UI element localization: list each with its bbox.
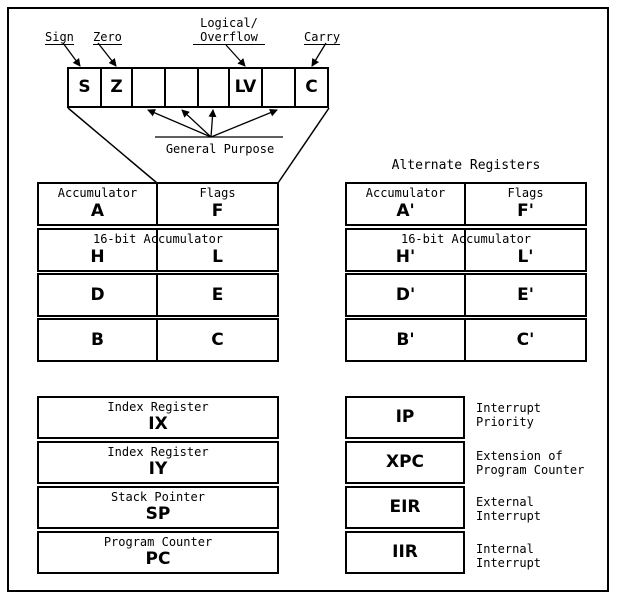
flag-bit-gp-2 [164,67,199,108]
logical-label-line2: Overflow [193,30,265,45]
register-xpc-description [476,449,611,477]
register-iir-desc-line1: Internal [476,542,534,556]
register-eir-name: EIR [389,497,421,517]
gp-arrow-4 [211,110,277,137]
alt-register-e-name: E' [517,285,534,305]
alt-register-f-label: Flags [507,186,544,200]
register-iy-name: IY [148,459,168,479]
register-pc [37,531,279,574]
register-d-name: D [90,285,105,305]
alt-register-l-name: L' [517,247,534,267]
alt-register-f [466,184,585,224]
register-h-name: H [90,247,105,267]
register-d [39,275,158,315]
logical-arrow [226,45,245,66]
register-f [158,184,277,224]
alt-register-b [347,320,466,360]
alt-register-a [347,184,466,224]
register-eir-desc-line1: External [476,495,534,509]
register-l-name: L [212,247,223,267]
logical-overflow-label [193,16,265,45]
alt-register-a-label: Accumulator [365,186,446,200]
flag-bit-logical-overflow: LV [228,67,263,108]
alt-register-e [466,275,585,315]
register-row-de [37,273,279,317]
register-f-label: Flags [199,186,236,200]
alt-register-row-bc [345,318,587,362]
register-e [158,275,277,315]
flag-bit-carry: C [294,67,329,108]
register-pc-name: PC [145,549,171,569]
gp-arrow-2 [182,110,211,137]
register-eir-description [476,495,611,523]
zero-arrow [98,43,116,66]
alternate-registers-title: Alternate Registers [391,158,541,173]
register-ix [37,396,279,439]
register-c [158,320,277,360]
funnel-line-left [68,108,157,183]
register-b-name: B [91,330,104,350]
alt-register-row-de [345,273,587,317]
register-e-name: E [211,285,224,305]
register-xpc-name: XPC [385,452,425,472]
alt-register-f-name: F' [517,201,534,221]
flag-bit-sign: S [67,67,102,108]
alt-register-a-name: A' [396,201,415,221]
register-iy [37,441,279,484]
alt-register-d-name: D' [395,285,416,305]
register-row-hl [37,228,279,272]
flag-bit-zero: Z [100,67,133,108]
register-iir [345,531,465,574]
general-purpose-label: General Purpose [165,142,275,156]
register-iir-description [476,542,611,570]
register-sp [37,486,279,529]
register-ip-desc-line2: Priority [476,415,534,429]
funnel-line-right [278,108,329,183]
register-xpc-desc-line2: Program Counter [476,463,585,477]
carry-label: Carry [304,30,341,44]
register-pc-label: Program Counter [103,535,213,549]
gp-arrow-1 [148,110,211,137]
register-iy-label: Index Register [107,445,209,459]
alt-register-h-name: H' [395,247,416,267]
register-hl-label: 16-bit Accumulator [92,232,224,246]
register-sp-name: SP [145,504,171,524]
alt-register-c-name: C' [516,330,535,350]
sign-arrow [63,43,80,66]
register-xpc-desc-line1: Extension of [476,449,563,463]
gp-arrow-3 [211,110,213,137]
register-f-name: F [211,201,224,221]
register-ip [345,396,465,439]
zero-label: Zero [93,30,122,44]
flag-bit-gp-1 [131,67,166,108]
register-ip-name: IP [395,407,415,427]
register-a-name: A [90,201,105,221]
carry-arrow [312,43,326,66]
register-row-bc [37,318,279,362]
register-c-name: C [211,330,224,350]
register-ip-description [476,401,611,429]
register-eir [345,486,465,529]
alt-register-row-hl [345,228,587,272]
alt-register-b-name: B' [396,330,415,350]
register-sp-label: Stack Pointer [111,490,205,504]
register-iir-desc-line2: Interrupt [476,556,542,570]
flag-bit-gp-3 [197,67,230,108]
register-eir-desc-line2: Interrupt [476,509,542,523]
register-a [39,184,158,224]
alt-register-d [347,275,466,315]
sign-label: Sign [45,30,74,44]
register-ix-label: Index Register [107,400,209,414]
register-ix-name: IX [148,414,168,434]
register-row-af [37,182,279,226]
register-ip-desc-line1: Interrupt [476,401,542,415]
alt-register-hl-label: 16-bit Accumulator [400,232,532,246]
register-a-label: Accumulator [57,186,138,200]
logical-label-line1: Logical/ [200,16,258,30]
register-xpc [345,441,465,484]
alt-register-c [466,320,585,360]
flag-bit-gp-4 [261,67,296,108]
alt-register-row-af [345,182,587,226]
register-iir-name: IIR [392,542,418,562]
register-b [39,320,158,360]
